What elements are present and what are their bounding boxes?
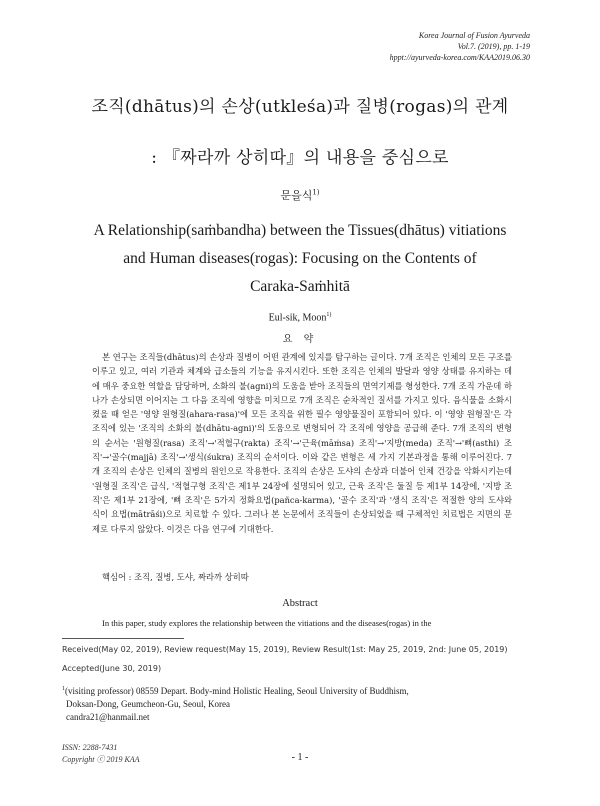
english-author-name: Eul-sik, Moon xyxy=(268,312,327,324)
korean-keywords: 핵심어 : 조직, 질병, 도샤, 짜라까 상히따 xyxy=(102,572,249,582)
footnote-received: Received(May 02, 2019), Review request(May 15, 2019), Review Result(1st: May 25, 2019, 2nd: June 05, 2019) xyxy=(62,645,508,654)
english-title-line-3: Caraka-Saṁhitā xyxy=(250,278,350,295)
affiliation-footnote-mark: 1 xyxy=(62,686,65,692)
english-author-footnote-mark: 1) xyxy=(326,312,332,318)
english-abstract-heading: Abstract xyxy=(282,598,318,609)
english-author xyxy=(0,312,600,323)
footnote-affiliation xyxy=(62,683,542,724)
korean-abstract-body: 본 연구는 조직들(dhātus)의 손상과 질병이 어떤 관계에 있지를 탐구하는 글이다. 7개 조직은 인체의 모든 구조를 이루고 있고, 여러 기관과 체계와 급소들의 기능을 유지시킨다. 또한 조직은 인체의 발달과 영양 상태를 유지하는 데에 매우 중요한 역할을 담당하며, 소화의 불(agni)의 도움을 받아 조직들의 면역기제를 형성한다. 7개 조직 가운데 하나가 손상되면 이어지는 그 다음 조직에 영향을 미치므로 7개 조직은 순차적인 질서를 가지고 있다. 음식물을 소화시켰을 때 얻은 '영양 원형질(ahara-rasa)'에 모든 조직을 위한 필수 영양물질이 포함되어 있다. 이 '영양 원형질'은 각 조직에 있는 '조직의 소화의 불(dhātu-agni)'의 도움으로 변형되어 각 조직에 영양을 공급해 준다. 7개 조직의 변형의 순서는 '원형질(rasa) 조직'→'적혈구(rakta) 조직'→'근육(māṁsa) 조직'→'지방(meda) 조직'→'뼈(asthi) 조직'→'골수(majjā) 조직'→'생식(śukra) 조직의 순서이다. 이와 같은 변형은 세 가지 기본과정을 통해 이루어진다. 7개 조직의 손상은 인체의 질병의 원인으로 작용한다. 조직의 손상은 도샤의 손상과 더불어 인체 건강을 악화시키는데 '원형질 조직'은 급식, '적혈구형 조직'은 제1부 24장에 설명되어 있고, 근육 조직'은 둘질 등 제1부 14장에, '지방 조직'은 제1부 21장에, '뼈 조직'은 5가지 정화요법(pañca-karma), '골수 조직'과 '생식 조직'은 적절한 양의 도샤와 식이 요법(mātrāśi)으로 치료할 수 있다. 그러나 본 논문에서 조직들이 손상되었을 때 구체적인 치료법은 지면의 문제로 다루지 않았다. 이것은 다음 연구에 기대한다. xyxy=(92,352,512,534)
affiliation-line-1: (visiting professor) 08559 Depart. Body-mind Holistic Healing, Seoul University of Buddhism, xyxy=(65,686,409,696)
affiliation-email: candra21@hanmail.net xyxy=(66,712,150,722)
english-abstract-body: In this paper, study explores the relationship between the vitiations and the diseases(rogas) in the xyxy=(102,618,432,628)
issn: ISSN: 2288-7431 xyxy=(62,743,118,752)
page-number: - 1 - xyxy=(291,752,309,763)
affiliation-line-2: Doksan-Dong, Geumcheon-Gu, Seoul, Korea xyxy=(66,699,230,709)
korean-author-footnote-mark: 1) xyxy=(312,188,320,197)
english-title-line-1: A Relationship(saṁbandha) between the Tissues(dhātus) vitiations xyxy=(93,222,507,239)
journal-volume: Vol.7. (2019), pp. 1-19 xyxy=(457,42,530,51)
copyright: Copyright ⓒ 2019 KAA xyxy=(62,755,140,764)
korean-author-name: 문을식 xyxy=(280,189,313,202)
korean-subtitle: : 『짜라까 상히따』의 내용을 중심으로 xyxy=(151,148,449,168)
korean-abstract-heading: 요 약 xyxy=(282,334,318,345)
footnote-accepted: Accepted(June 30, 2019) xyxy=(62,664,162,673)
korean-author xyxy=(0,187,600,203)
english-title xyxy=(40,217,560,301)
journal-url: hppt://ayurveda-korea.com/KAA2019.06.30 xyxy=(389,53,530,62)
footnote-divider xyxy=(62,638,184,639)
journal-name: Korea Journal of Fusion Ayurveda xyxy=(418,31,530,40)
english-title-line-2: and Human diseases(rogas): Focusing on the Contents of xyxy=(123,250,477,267)
journal-header xyxy=(270,30,530,63)
korean-title: 조직(dhātus)의 손상(utkleśa)과 질병(rogas)의 관계 xyxy=(91,97,509,117)
